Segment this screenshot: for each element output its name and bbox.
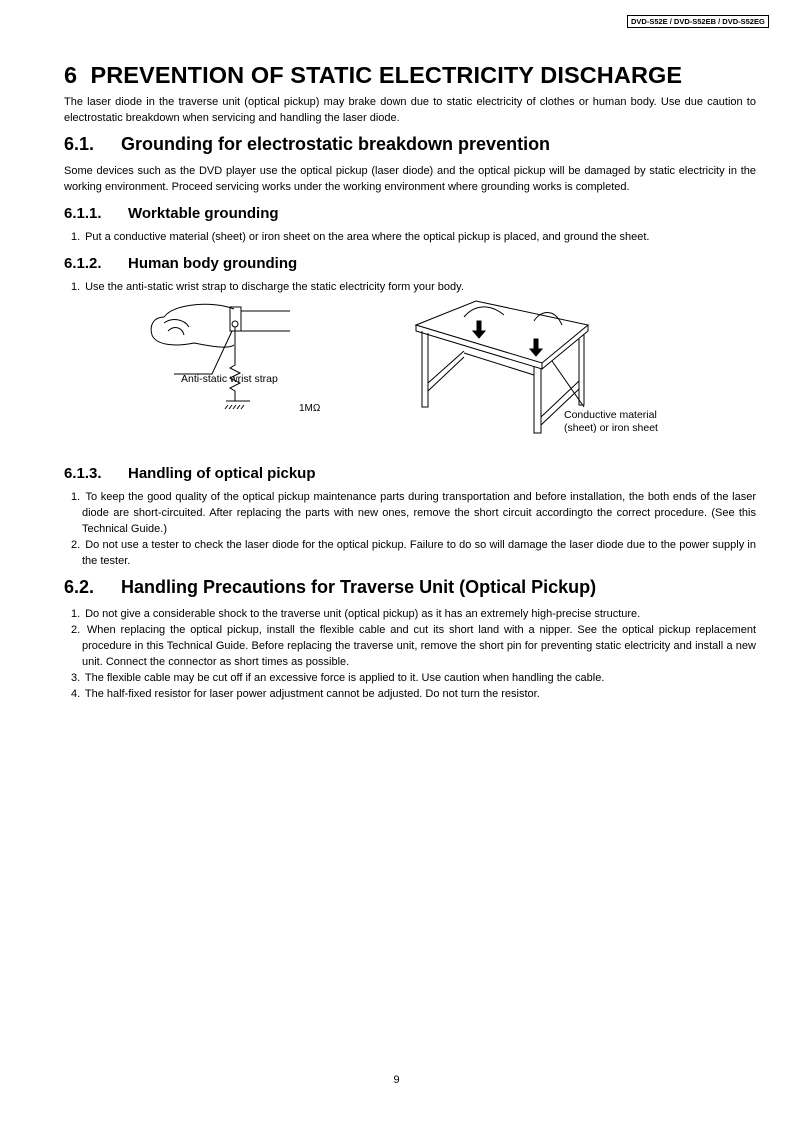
list-item-text: To keep the good quality of the optical pickup maintenance parts during transportation and before installation, the both ends of the laser diode are short-circuited. After replacing the parts with new ones, remove the short circuit accordingto the correct procedure. (See this Technical Guide.) bbox=[82, 491, 756, 535]
sheet-label-line1: Conductive material bbox=[564, 409, 657, 421]
list-item-text: Do not give a considerable shock to the traverse unit (optical pickup) as it has an extremely high-precise structure. bbox=[85, 608, 641, 620]
section-6-1-3-heading bbox=[64, 465, 756, 482]
list-item-text: Do not use a tester to check the laser diode for the optical pickup. Failure to do so will damage the laser diode due to the power supply in the tester. bbox=[82, 539, 756, 567]
section-6-1-3-list bbox=[64, 489, 756, 569]
list-item: 4. The half-fixed resistor for laser power adjustment cannot be adjusted. Do not turn the resistor. bbox=[71, 688, 540, 700]
list-item: 2. When replacing the optical pickup, install the flexible cable and cut its short land with a nipper. See the optical pickup replacement procedure in this Technical Guide. Before replacing the traverse unit, remove the short pin for preventing static electricity and install a new unit. Connect the connector as short times as possible. bbox=[71, 624, 757, 668]
grounding-figure bbox=[64, 295, 756, 455]
list-item-text: The flexible cable may be cut off if an excessive force is applied to it. Use caution when handling the cable. bbox=[84, 672, 605, 684]
title-text: PREVENTION OF STATIC ELECTRICITY DISCHARGE bbox=[90, 62, 683, 88]
section-6-2-heading bbox=[64, 577, 756, 598]
list-item: 1. Do not give a considerable shock to the traverse unit (optical pickup) as it has an extremely high-precise structure. bbox=[71, 608, 641, 620]
section-number: 6.1. bbox=[64, 134, 95, 154]
title-number: 6 bbox=[64, 62, 78, 88]
section-title: Worktable grounding bbox=[128, 205, 279, 222]
section-6-1-1-list bbox=[64, 229, 756, 245]
model-header: DVD-S52E / DVD-S52EB / DVD-S52EG bbox=[627, 15, 769, 28]
page-number: 9 bbox=[393, 1074, 400, 1086]
section-number: 6.1.1. bbox=[64, 205, 102, 222]
intro-paragraph: The laser diode in the traverse unit (optical pickup) may brake down due to static electricity of clothes or human body. Use due caution to electrostatic breakdown when servicing and handling the laser diode. bbox=[64, 96, 756, 124]
sheet-label-line2: (sheet) or iron sheet bbox=[564, 422, 658, 434]
section-number: 6.1.3. bbox=[64, 465, 102, 482]
section-6-1-2-heading bbox=[64, 255, 756, 272]
list-item-text: When replacing the optical pickup, install the flexible cable and cut its short land with a nipper. See the optical pickup replacement procedure in this Technical Guide. Before replacing the traverse unit, remove the short pin for preventing static electricity and install a new unit. Connect the connector as short times as possible. bbox=[82, 624, 757, 668]
section-title: Handling of optical pickup bbox=[128, 465, 316, 482]
section-title: Handling Precautions for Traverse Unit (Optical Pickup) bbox=[121, 577, 597, 597]
list-item: 1. To keep the good quality of the optical pickup maintenance parts during transportation and before installation, the both ends of the laser diode are short-circuited. After replacing the parts with new ones, remove the short circuit accordingto the correct procedure. (See this Technical Guide.) bbox=[71, 491, 756, 535]
section-number: 6.2. bbox=[64, 577, 95, 597]
section-title: Grounding for electrostatic breakdown prevention bbox=[121, 134, 551, 154]
page-title bbox=[64, 62, 756, 89]
section-6-2-list bbox=[64, 606, 756, 702]
list-item-text: Put a conductive material (sheet) or iron sheet on the area where the optical pickup is placed, and ground the sheet. bbox=[85, 231, 650, 243]
list-item: 2. Do not use a tester to check the laser diode for the optical pickup. Failure to do so will damage the laser diode due to the power supply in the tester. bbox=[71, 539, 756, 567]
content bbox=[64, 62, 756, 702]
list-item-text: The half-fixed resistor for laser power adjustment cannot be adjusted. Do not turn the resistor. bbox=[84, 688, 540, 700]
section-6-1-2-list bbox=[64, 279, 756, 295]
section-number: 6.1.2. bbox=[64, 255, 102, 272]
list-item: 3. The flexible cable may be cut off if an excessive force is applied to it. Use caution when handling the cable. bbox=[71, 672, 605, 684]
worktable-drawing bbox=[416, 301, 588, 433]
list-item: 1. Put a conductive material (sheet) or iron sheet on the area where the optical pickup is placed, and ground the sheet. bbox=[71, 231, 650, 243]
list-item: 1. Use the anti-static wrist strap to discharge the static electricity form your body. bbox=[71, 281, 464, 293]
section-6-1-heading bbox=[64, 134, 756, 155]
list-item-text: Use the anti-static wrist strap to discharge the static electricity form your body. bbox=[85, 281, 464, 293]
strap-label: Anti-static wrist strap bbox=[181, 373, 278, 385]
section-6-1-1-heading bbox=[64, 205, 756, 222]
resistor-label: 1MΩ bbox=[299, 403, 321, 414]
section-title: Human body grounding bbox=[128, 255, 298, 272]
section-6-1-paragraph: Some devices such as the DVD player use the optical pickup (laser diode) and the optical pickup will be damaged by static electricity in the working environment. Proceed servicing works under the working environment where grounding works is completed. bbox=[64, 165, 756, 193]
wrist-hand-drawing bbox=[151, 304, 290, 409]
